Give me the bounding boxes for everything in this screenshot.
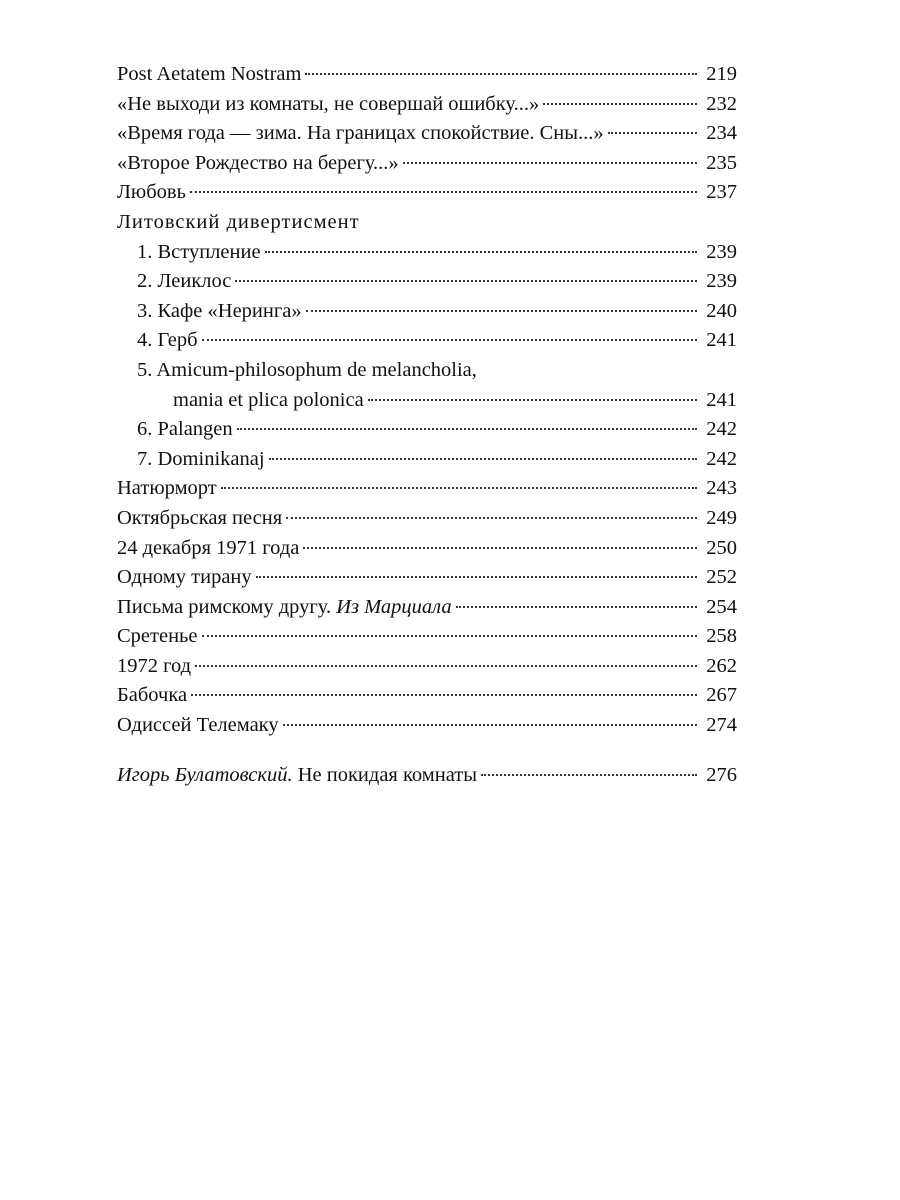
- toc-entry-page: 237: [706, 181, 737, 204]
- dot-leader: [283, 724, 697, 726]
- toc-entry-page: 252: [706, 566, 737, 589]
- toc-entry-page: 249: [706, 506, 737, 529]
- afterword-author: Игорь Булатовский.: [117, 763, 293, 786]
- dot-leader: [403, 162, 697, 164]
- toc-entry-title: 24 декабря 1971 года: [117, 536, 300, 559]
- toc-entry: [117, 681, 737, 711]
- dot-leader: [256, 576, 697, 578]
- toc-entry-page: 235: [706, 151, 737, 174]
- dot-leader: [221, 487, 697, 489]
- toc-entry-page: 262: [706, 654, 737, 677]
- toc-entry-page: 232: [706, 92, 737, 115]
- toc-entry-page: 267: [706, 684, 737, 707]
- dot-leader: [286, 517, 697, 519]
- dot-leader: [237, 428, 697, 430]
- toc-entry-page: 241: [706, 388, 737, 411]
- dot-leader: [608, 132, 697, 134]
- toc-entry: [117, 711, 737, 741]
- toc-entry-title: Одиссей Телемаку: [117, 714, 279, 737]
- toc-entry: [117, 149, 737, 179]
- toc-entry: [117, 534, 737, 564]
- spacer: [117, 741, 737, 761]
- toc-subentry: [117, 415, 737, 445]
- toc-entry-title-line1: 5. Amicum-philosophum de melancholia,: [137, 358, 477, 381]
- toc-entry: [117, 178, 737, 208]
- toc-entry-title: 6. Palangen: [137, 418, 233, 441]
- toc-entry-title: 4. Герб: [137, 329, 198, 352]
- toc-subentry: [117, 326, 737, 356]
- dot-leader: [306, 310, 697, 312]
- toc-entry-page: 250: [706, 536, 737, 559]
- toc-entry-title: 2. Леиклос: [137, 270, 232, 293]
- table-of-contents: [117, 60, 737, 790]
- dot-leader: [265, 251, 697, 253]
- toc-entry: [117, 119, 737, 149]
- dot-leader: [269, 458, 697, 460]
- toc-entry-page: 219: [706, 63, 737, 85]
- toc-entry-title: Октябрьская песня: [117, 506, 283, 529]
- toc-entry-page: 241: [706, 329, 737, 352]
- dot-leader: [191, 694, 697, 696]
- toc-entry: [117, 504, 737, 534]
- toc-subentry: [117, 445, 737, 475]
- toc-entry-page: 242: [706, 447, 737, 470]
- toc-entry-line2: [117, 386, 737, 416]
- toc-subentry: [117, 297, 737, 327]
- toc-entry: [117, 60, 737, 90]
- toc-entry: [117, 474, 737, 504]
- toc-entry-title: 3. Кафе «Неринга»: [137, 299, 302, 322]
- afterword-title: Не покидая комнаты: [297, 763, 478, 786]
- toc-entry-title: Натюрморт: [117, 477, 217, 500]
- dot-leader: [543, 103, 697, 105]
- toc-entry-title: 1972 год: [117, 654, 192, 677]
- toc-entry-page: 234: [706, 122, 737, 145]
- dot-leader: [456, 606, 697, 608]
- dot-leader: [235, 280, 697, 282]
- toc-entry-title-italic: Из Марциала: [336, 595, 452, 618]
- toc-entry-title: 1. Вступление: [137, 240, 261, 263]
- toc-entry-page: 258: [706, 625, 737, 648]
- toc-entry-page: 239: [706, 240, 737, 263]
- toc-subentry: [117, 267, 737, 297]
- toc-entry: [117, 652, 737, 682]
- toc-entry: [117, 622, 737, 652]
- dot-leader: [303, 547, 697, 549]
- dot-leader: [195, 665, 697, 667]
- toc-entry-title-main: Письма римскому другу.: [117, 595, 332, 618]
- toc-entry-page: 239: [706, 270, 737, 293]
- dot-leader: [305, 73, 697, 75]
- dot-leader: [202, 635, 698, 637]
- toc-entry-title: «Второе Рождество на берегу...»: [117, 151, 399, 174]
- toc-entry-title: Одному тирану: [117, 566, 252, 589]
- toc-entry-title: Сретенье: [117, 625, 198, 648]
- toc-entry: [117, 90, 737, 120]
- section-heading: Литовский дивертисмент: [117, 210, 360, 233]
- dot-leader: [368, 399, 697, 401]
- toc-entry-title: Бабочка: [117, 684, 188, 707]
- toc-entry-page: 243: [706, 477, 737, 500]
- toc-entry: [117, 563, 737, 593]
- toc-entry-page: 274: [706, 714, 737, 737]
- toc-entry-page: 276: [706, 763, 737, 786]
- toc-subentry: [117, 238, 737, 268]
- toc-entry-title-line2: mania et plica polonica: [173, 388, 364, 411]
- dot-leader: [190, 191, 697, 193]
- toc-entry-title: «Не выходи из комнаты, не совершай ошибку...»: [117, 92, 540, 115]
- toc-entry-title: Любовь: [117, 181, 186, 204]
- toc-entry-afterword: [117, 761, 737, 791]
- toc-entry-page: 242: [706, 418, 737, 441]
- toc-subentry-multiline: [117, 356, 737, 415]
- toc-entry-title: 7. Dominikanaj: [137, 447, 265, 470]
- dot-leader: [481, 774, 697, 776]
- dot-leader: [202, 339, 697, 341]
- toc-entry-title: Post Aetatem Nostram: [117, 63, 302, 85]
- toc-entry-page: 240: [706, 299, 737, 322]
- toc-entry: [117, 593, 737, 623]
- toc-entry-page: 254: [706, 595, 737, 618]
- toc-entry-title: [117, 593, 452, 623]
- toc-entry-title: [117, 761, 477, 791]
- toc-entry-title: «Время года — зима. На границах спокойствие. Сны...»: [117, 122, 604, 145]
